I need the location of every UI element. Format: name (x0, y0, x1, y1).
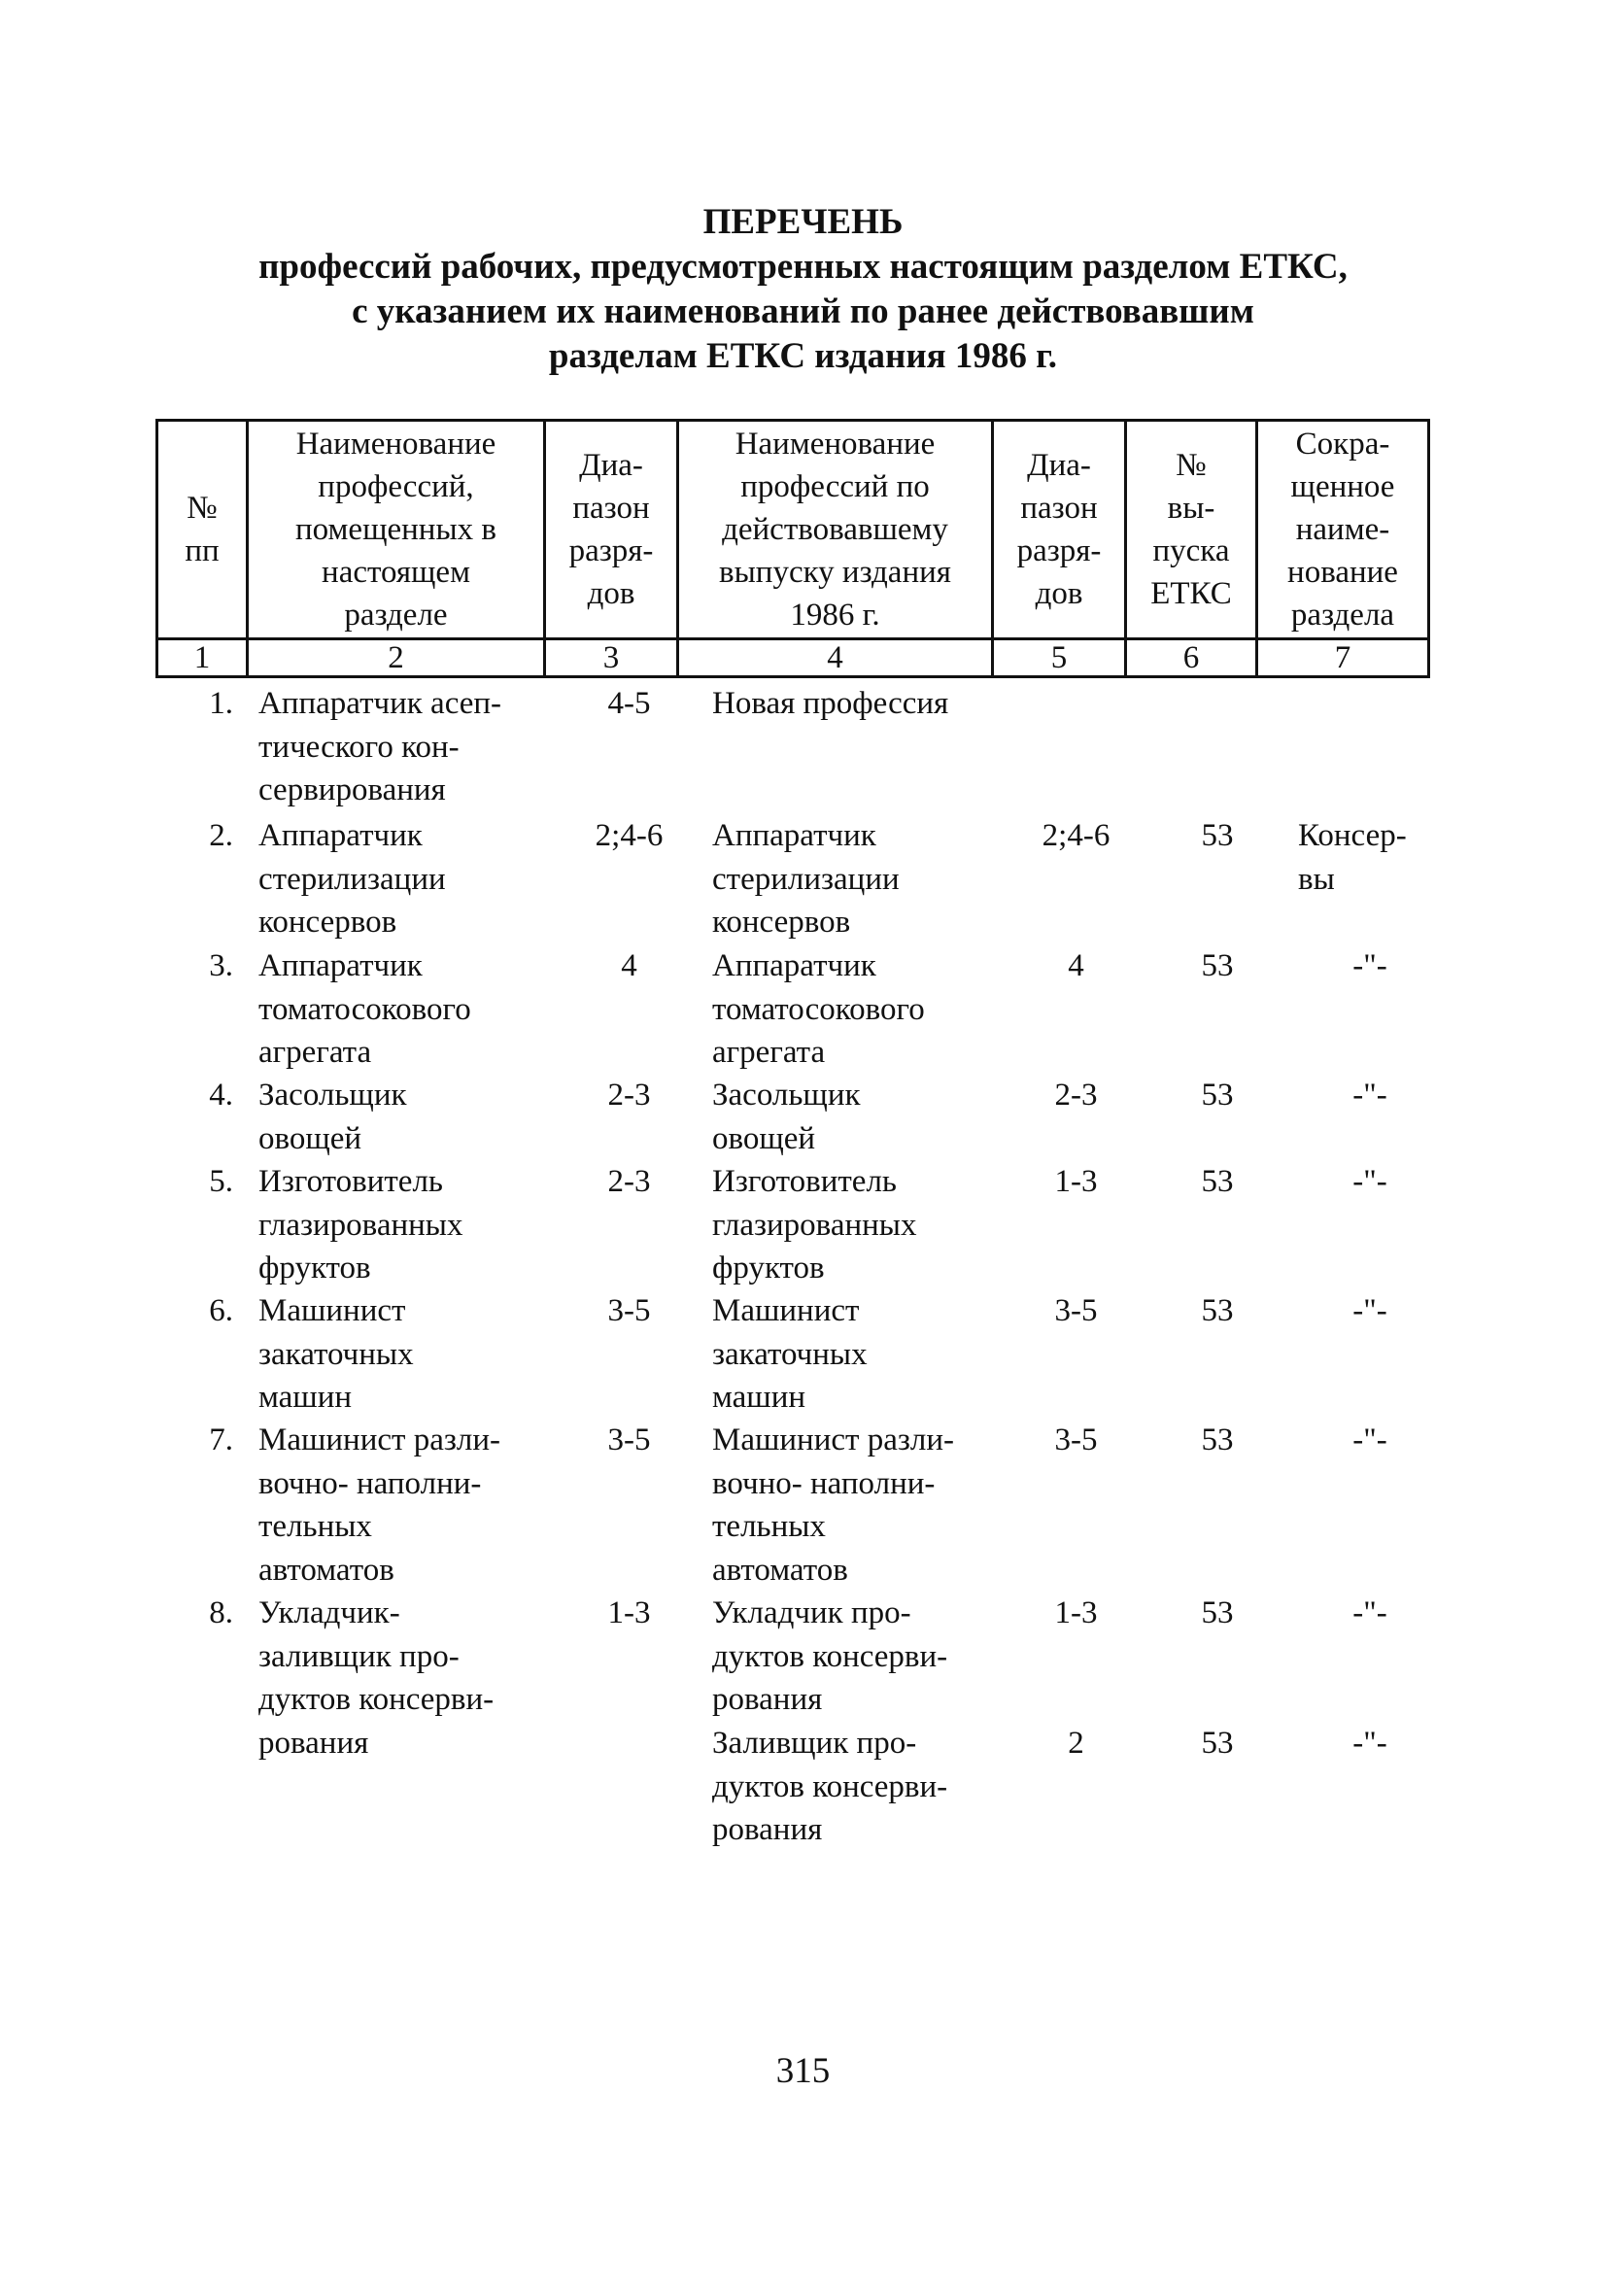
section-short-name: -"- (1352, 1164, 1387, 1199)
row-number: 4. (209, 1078, 233, 1113)
issue-number: 53 (1201, 1078, 1234, 1113)
old-grade-range: 3-5 (1054, 1422, 1098, 1457)
header-cell-number: № пп (157, 421, 248, 639)
column-number-4: 4 (678, 639, 993, 677)
grade-range: 4-5 (607, 686, 651, 721)
header-cell-current-range: Диа- пазон разря- дов (545, 421, 678, 639)
title-line-3: с указанием их наименований по ранее действовавшим (352, 291, 1254, 331)
issue-number: 53 (1201, 1293, 1234, 1328)
column-number-7: 7 (1257, 639, 1429, 677)
profession-name: Аппаратчик томатосокового агрегата (258, 948, 471, 1070)
profession-name: Машинист разли- вочно- наполни- тельных автоматов (258, 1422, 500, 1588)
grade-range: 1-3 (607, 1595, 651, 1630)
grade-range: 2-3 (607, 1078, 651, 1113)
issue-number: 53 (1201, 818, 1234, 853)
grade-range: 3-5 (607, 1293, 651, 1328)
old-profession-name: Засольщик овощей (712, 1078, 861, 1156)
old-grade-range: 2 (1068, 1726, 1084, 1761)
row-number: 8. (209, 1595, 233, 1630)
old-profession-name: Укладчик про- дуктов консерви- рования (712, 1595, 948, 1717)
section-short-name: -"- (1352, 1422, 1387, 1457)
section-short-name: -"- (1352, 1293, 1387, 1328)
row-number: 2. (209, 818, 233, 853)
old-profession-name: Изготовитель глазированных фруктов (712, 1164, 917, 1285)
grade-range: 2-3 (607, 1164, 651, 1199)
row-number: 6. (209, 1293, 233, 1328)
old-profession-name: Новая профессия (712, 686, 949, 721)
profession-name: Изготовитель глазированных фруктов (258, 1164, 463, 1285)
old-profession-name: Заливщик про- дуктов консерви- рования (712, 1726, 948, 1847)
header-cell-section: Сокра- щенное наиме- нование раздела (1257, 421, 1429, 639)
section-short-name: -"- (1352, 1726, 1387, 1761)
old-grade-range: 3-5 (1054, 1293, 1098, 1328)
old-grade-range: 2;4-6 (1042, 818, 1111, 853)
section-short-name: -"- (1352, 948, 1387, 983)
section-short-name: -"- (1352, 1078, 1387, 1113)
old-grade-range: 1-3 (1054, 1164, 1098, 1199)
header-cell-issue: № вы- пуска ЕТКС (1126, 421, 1257, 639)
row-number: 1. (209, 686, 233, 721)
profession-name: Машинист закаточных машин (258, 1293, 414, 1415)
column-number-6: 6 (1126, 639, 1257, 677)
old-grade-range: 4 (1068, 948, 1084, 983)
old-profession-name: Аппаратчик томатосокового агрегата (712, 948, 925, 1070)
header-cell-old-name: Наименование профессий по действовавшему выпуску издания 1986 г. (678, 421, 993, 639)
row-number: 5. (209, 1164, 233, 1199)
profession-name: Аппаратчик асеп- тического кон- сервирования (258, 686, 502, 807)
section-short-name: -"- (1352, 1595, 1387, 1630)
row-number: 7. (209, 1422, 233, 1457)
column-number-2: 2 (248, 639, 545, 677)
row-number: 3. (209, 948, 233, 983)
issue-number: 53 (1201, 948, 1234, 983)
issue-number: 53 (1201, 1595, 1234, 1630)
old-profession-name: Аппаратчик стерилизации консервов (712, 818, 900, 940)
profession-name: Укладчик- заливщик про- дуктов консерви- рования (258, 1595, 495, 1761)
grade-range: 3-5 (607, 1422, 651, 1457)
old-grade-range: 2-3 (1054, 1078, 1098, 1113)
page-number: 315 (775, 2051, 831, 2091)
header-cell-current-name: Наименование профессий, помещенных в настоящем разделе (248, 421, 545, 639)
grade-range: 2;4-6 (595, 818, 664, 853)
column-number-3: 3 (545, 639, 678, 677)
title-line-1: ПЕРЕЧЕНЬ (702, 202, 904, 242)
title-line-2: профессий рабочих, предусмотренных настоящим разделом ЕТКС, (258, 247, 1348, 287)
title-line-4: разделам ЕТКС издания 1986 г. (548, 336, 1058, 376)
column-number-5: 5 (993, 639, 1126, 677)
header-cell-old-range: Диа- пазон разря- дов (993, 421, 1126, 639)
old-profession-name: Машинист разли- вочно- наполни- тельных автоматов (712, 1422, 954, 1588)
old-grade-range: 1-3 (1054, 1595, 1098, 1630)
profession-name: Засольщик овощей (258, 1078, 407, 1156)
issue-number: 53 (1201, 1726, 1234, 1761)
issue-number: 53 (1201, 1422, 1234, 1457)
profession-name: Аппаратчик стерилизации консервов (258, 818, 446, 940)
old-profession-name: Машинист закаточных машин (712, 1293, 868, 1415)
section-short-name: Консер- вы (1298, 818, 1407, 897)
issue-number: 53 (1201, 1164, 1234, 1199)
column-number-1: 1 (157, 639, 248, 677)
grade-range: 4 (621, 948, 637, 983)
